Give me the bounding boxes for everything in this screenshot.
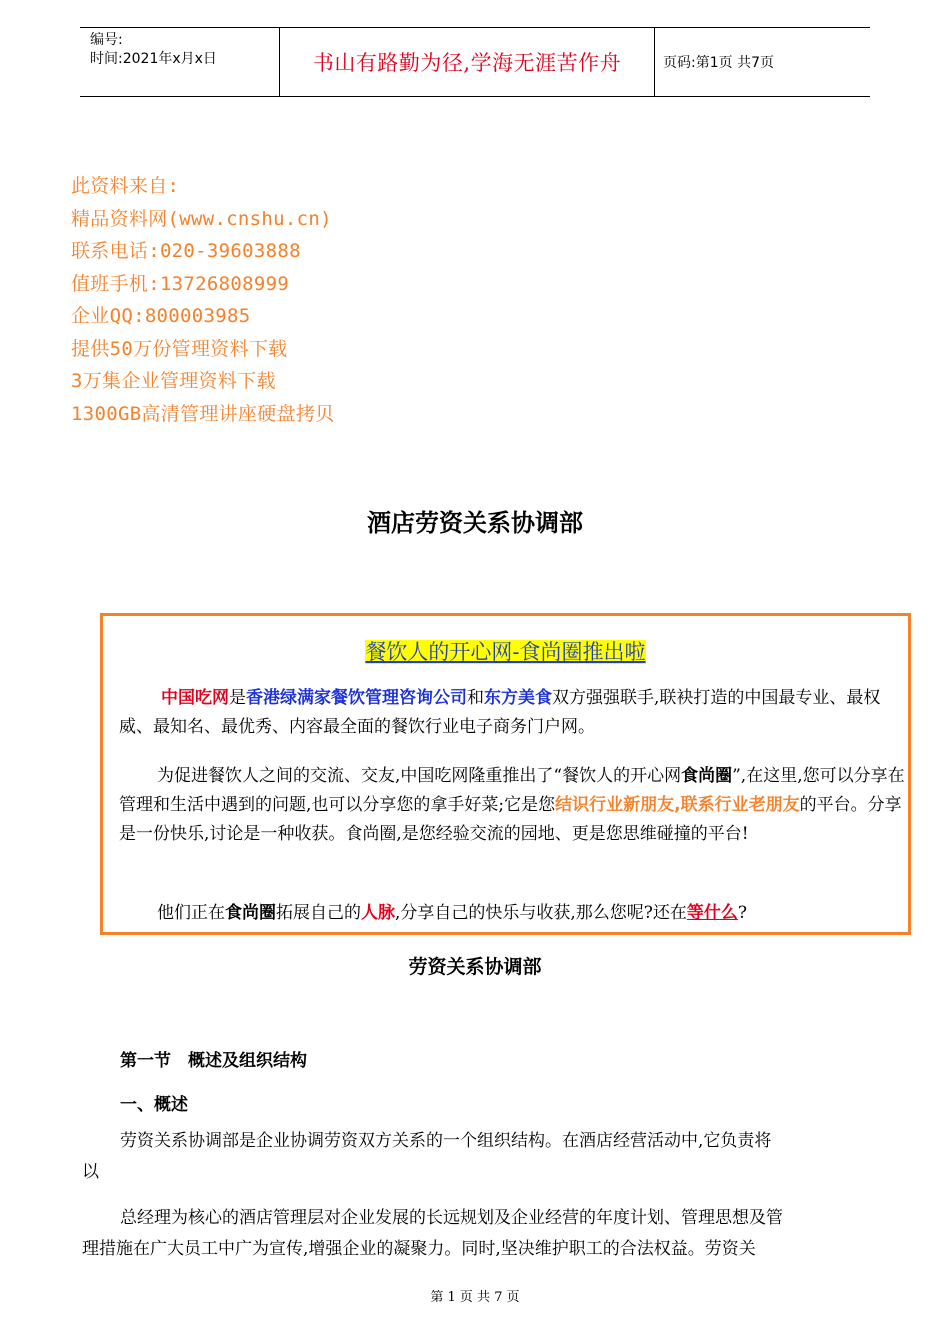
section-subtitle: 劳资关系协调部 — [408, 956, 542, 978]
doc-date-label: 时间:2021年x月x日 — [90, 51, 217, 67]
promo-title-link[interactable] — [103, 636, 908, 666]
source-line: 1300GB高清管理讲座硬盘拷贝 — [71, 402, 335, 425]
promo-text: 拓展自己的 — [276, 903, 361, 923]
promo-text: 的平台。分享是一份快乐,讨论是一种收获。食尚圈,是您经验交流的园地、更是您思维碰撞的平台! — [119, 795, 902, 844]
promo-box — [100, 613, 911, 935]
promo-paragraph-1 — [119, 684, 909, 742]
source-line: 联系电话:020-39603888 — [71, 240, 301, 262]
doc-number-label: 编号: — [90, 32, 123, 48]
promo-text: ? — [737, 903, 748, 923]
promo-highlight-friends: 结识行业新朋友,联系行业老朋友 — [555, 795, 800, 815]
section-heading-1: 第一节 概述及组织结构 — [120, 1051, 307, 1071]
source-info-block — [71, 170, 334, 430]
source-line: 此资料来自: — [71, 175, 180, 197]
promo-paragraph-3 — [119, 899, 909, 928]
header-motto: 书山有路勤为径,学海无涯苦作舟 — [280, 28, 655, 96]
source-line: 3万集企业管理资料下载 — [71, 370, 276, 392]
promo-highlight-renmai: 人脉 — [361, 903, 395, 923]
header-page-info: 页码:第1页 共7页 — [663, 55, 774, 71]
source-line: 提供50万份管理资料下载 — [71, 337, 288, 360]
promo-text: 是 — [229, 688, 246, 708]
promo-text: 他们正在 — [157, 903, 225, 923]
header-meta-cell — [80, 28, 280, 96]
promo-text: ”,在这里,您可以分享在管理和生活中遇到的问题,也可以分享您的拿手好菜;它是您 — [119, 766, 905, 815]
body-line: 劳资关系协调部是企业协调劳资双方关系的一个组织结构。在酒店经营活动中,它负责将 — [120, 1131, 772, 1151]
promo-text: 和 — [467, 688, 484, 708]
promo-text: 双方强强联手,联袂打造的中国最专业、最权威、最知名、最优秀、内容最全面的餐饮行业电子商务门户网。 — [119, 688, 881, 737]
body-line: 总经理为核心的酒店管理层对企业发展的长远规划及企业经营的年度计划、管理思想及管 — [120, 1208, 783, 1228]
promo-text: 为促进餐饮人之间的交流、交友,中国吃网隆重推出了“餐饮人的开心网 — [157, 766, 682, 786]
document-title: 酒店劳资关系协调部 — [367, 509, 583, 537]
brand-shishangquan: 食尚圈 — [225, 903, 276, 923]
body-paragraph-2 — [82, 1203, 877, 1265]
source-line: 企业QQ:800003985 — [71, 305, 251, 327]
promo-title-text: 餐饮人的开心网-食尚圈推出啦 — [365, 640, 646, 664]
promo-link-dengshenme[interactable]: 等什么 — [686, 903, 738, 923]
promo-text: ,分享自己的快乐与收获,那么您呢?还在 — [395, 903, 687, 923]
body-line: 以 — [82, 1162, 99, 1182]
page-footer: 第 1 页 共 7 页 — [430, 1290, 520, 1305]
brand-zhongguochiwang: 中国吃网 — [161, 688, 229, 708]
promo-paragraph-2 — [119, 762, 909, 849]
body-paragraph-1 — [82, 1126, 877, 1188]
brand-dongfangmeishi: 东方美食 — [484, 688, 552, 708]
source-line: 精品资料网(www.cnshu.cn) — [71, 207, 332, 230]
body-line: 理措施在广大员工中广为宣传,增强企业的凝聚力。同时,坚决维护职工的合法权益。劳资关 — [82, 1239, 756, 1259]
header-table — [80, 27, 870, 97]
section-heading-2: 一、概述 — [120, 1095, 188, 1115]
source-line: 值班手机:13726808999 — [71, 272, 290, 295]
brand-shishangquan: 食尚圈 — [681, 766, 733, 786]
brand-company: 香港绿满家餐饮管理咨询公司 — [246, 688, 467, 708]
